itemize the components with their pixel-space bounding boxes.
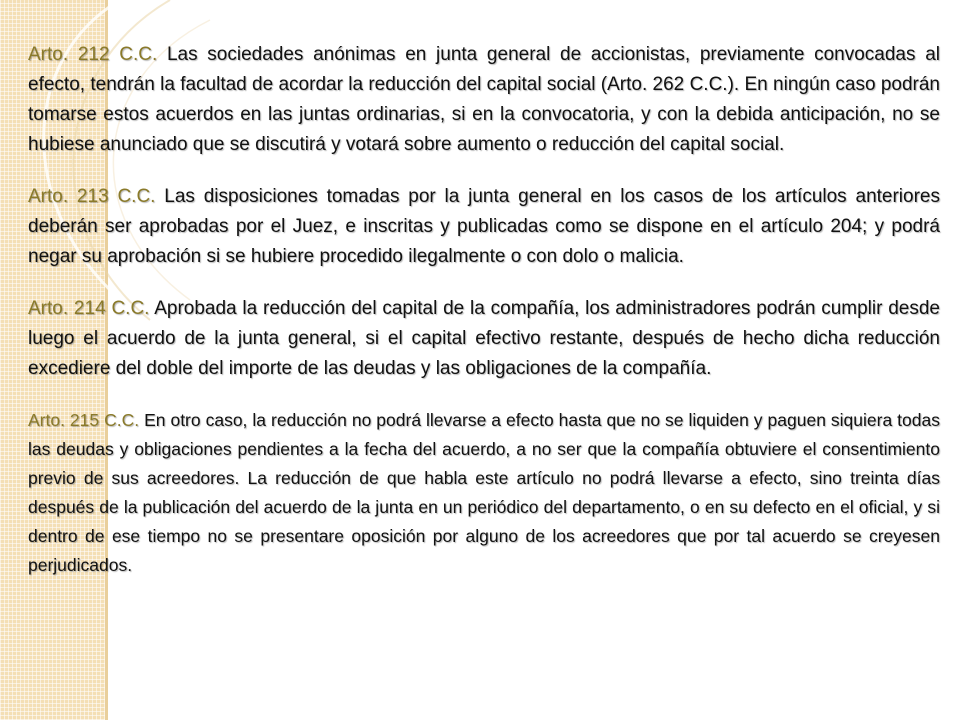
article-214-label: Arto. 214 C.C. [28,298,150,319]
article-215 [28,406,940,580]
article-215-text: En otro caso, la reducción no podrá llevarse a efecto hasta que no se liquiden y paguen siquiera todas las deudas y obligaciones pendientes a la fecha del acuerdo, a no ser que la compañía obtuviere el consentimiento previo de sus acreedores. La reducción de que habla este artículo no podrá llevarse a efecto, sino treinta días después de la publicación del acuerdo de la junta en un periódico del departamento, o en su defecto en el oficial, y si dentro de ese tiempo no se presentare oposición por alguno de los acreedores que por tal acuerdo se creyesen perjudicados. [28,410,940,575]
article-213 [28,182,940,272]
article-215-label: Arto. 215 C.C. [28,410,140,430]
article-214 [28,294,940,384]
article-213-text: Las disposiciones tomadas por la junta general en los casos de los artículos anteriores deberán ser aprobadas por el Juez, e inscritas y publicadas como se dispone en el artículo 204; y podrá negar su aprobación si se hubiere procedido ilegalmente o con dolo o malicia. [28,186,940,267]
article-212-label: Arto. 212 C.C. [28,44,158,65]
article-212-text: Las sociedades anónimas en junta general de accionistas, previamente convocadas al efecto, tendrán la facultad de acordar la reducción del capital social (Arto. 262 C.C.). En ningún caso podrán tomarse estos acuerdos en las juntas ordinarias, si en la convocatoria, y con la debida anticipación, no se hubiese anunciado que se discutirá y votará sobre aumento o reducción del capital social. [28,44,940,155]
document-body [28,40,940,602]
article-214-text: Aprobada la reducción del capital de la compañía, los administradores podrán cumplir desde luego el acuerdo de la junta general, si el capital efectivo restante, después de hecho dicha reducción excediere del doble del importe de las deudas y las obligaciones de la compañía. [28,298,941,379]
article-213-label: Arto. 213 C.C. [28,186,156,207]
article-212 [28,40,940,160]
